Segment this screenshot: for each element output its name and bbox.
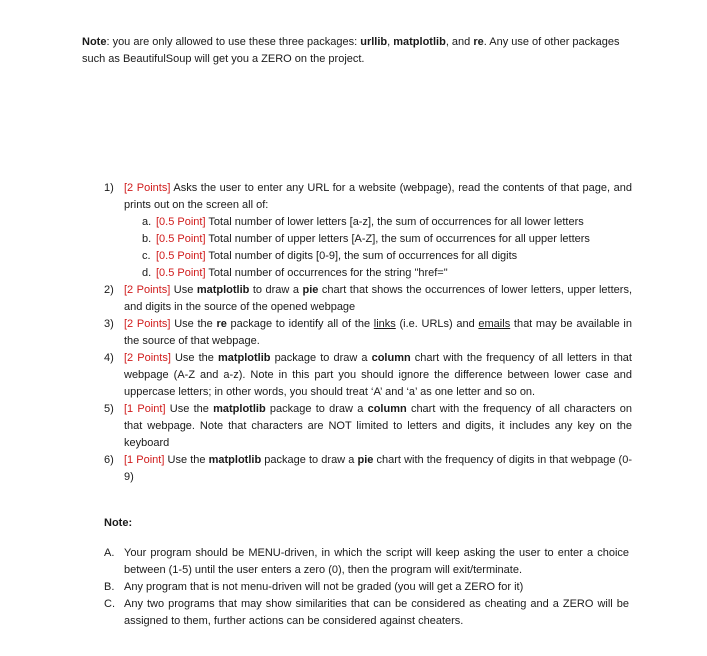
requirement-number: 4) [104,352,114,364]
keyword-matplotlib: matplotlib [208,454,262,466]
package-re: re [473,36,484,48]
keyword-emails: emails [478,318,511,330]
requirement-text: package to draw a [261,454,358,466]
keyword-pie: pie [357,454,374,466]
requirement-text: Use the [170,318,217,330]
note-item-text: Your program should be MENU-driven, in which the script will keep asking the user to enter a choice between (1-5) until the user enters a zero (0), then the program will exit/terminate. [124,547,629,576]
requirement-4 [104,350,632,401]
subrequirement-letter: c. [142,250,151,262]
points-label: [1 Point] [124,403,166,415]
requirement-number: 1) [104,182,114,194]
points-label: [1 Point] [124,454,165,466]
note-item-a [104,545,629,579]
points-label: [2 Points] [124,352,171,364]
subrequirement-text: Total number of occurrences for the string "href=" [205,267,448,279]
intro-note-label: Note [82,36,107,48]
requirement-3 [104,316,632,350]
requirement-text: Use [170,284,197,296]
requirement-text: chart with the frequency of all characters on that webpage. Note that characters are NOT limited to letters and digits, it includes any key on the keyboard [124,403,632,449]
note-heading: Note: [104,517,133,529]
requirement-text: (i.e. URLs) and [395,318,479,330]
note-item-letter: C. [104,598,115,610]
requirement-number: 5) [104,403,114,415]
points-label: [2 Points] [124,182,171,194]
note-item-text: Any two programs that may show similarities that can be considered as cheating and a ZERO will be assigned to them, further actions can be considered against cheaters. [124,598,629,627]
points-label: [0.5 Point] [156,216,206,228]
requirement-text: chart with the frequency of all letters in that webpage (A-Z and a-z). Note in this part you should ignore the difference between lower case and uppercase letters; in other words, you should treat ‘A’ and ‘a’ as one letter and so on. [124,352,632,398]
intro-sep-1: , [387,36,394,48]
subrequirement-text: Total number of digits [0-9], the sum of occurrences for all digits [205,250,518,262]
intro-text-2: . Any use of other packages such as BeautifulSoup will get you a ZERO on the project. [82,36,620,65]
requirement-text: Asks the user to enter any URL for a website (webpage), read the contents of that page, and prints out on the screen all of: [124,182,632,211]
requirement-5 [104,401,632,452]
requirement-text: chart that shows the occurrences of lower letters, upper letters, and digits in the source of the opened webpage [124,284,633,313]
subrequirement-a [142,214,632,231]
requirement-number: 3) [104,318,114,330]
requirement-1 [104,180,632,214]
subrequirement-d [142,265,632,282]
keyword-pie: pie [302,284,319,296]
requirement-text: package to draw a [265,403,368,415]
intro-sep-2: , and [445,36,474,48]
requirement-text: to draw a [249,284,303,296]
package-matplotlib: matplotlib [393,36,446,48]
intro-text-1: : you are only allowed to use these three packages: [106,36,361,48]
keyword-links: links [373,318,396,330]
note-item-letter: A. [104,547,115,559]
note-item-text: Any program that is not menu-driven will not be graded (you will get a ZERO for it) [124,581,524,593]
requirement-text: chart with the frequency of digits in that webpage (0-9) [124,454,632,483]
requirement-number: 2) [104,284,114,296]
requirement-text: Use the [165,403,214,415]
points-label: [0.5 Point] [156,233,206,245]
package-urllib: urllib [360,36,388,48]
requirement-2 [104,282,632,316]
subrequirement-b [142,231,632,248]
intro-note [82,34,642,68]
subrequirement-text: Total number of lower letters [a-z], the sum of occurrences for all lower letters [205,216,584,228]
note-item-b [104,579,629,596]
requirement-6 [104,452,632,486]
subrequirement-letter: a. [142,216,152,228]
subrequirement-c [142,248,632,265]
keyword-re: re [216,318,227,330]
points-label: [2 Points] [124,284,171,296]
keyword-column: column [371,352,411,364]
keyword-matplotlib: matplotlib [196,284,250,296]
requirement-text: package to draw a [270,352,372,364]
points-label: [0.5 Point] [156,267,206,279]
note-item-c [104,596,629,630]
keyword-matplotlib: matplotlib [217,352,271,364]
keyword-matplotlib: matplotlib [213,403,266,415]
requirement-text: package to identify all of the [226,318,374,330]
requirement-text: Use the [164,454,209,466]
requirement-number: 6) [104,454,114,466]
points-label: [0.5 Point] [156,250,206,262]
requirement-text: Use the [170,352,218,364]
keyword-column: column [367,403,407,415]
points-label: [2 Points] [124,318,171,330]
subrequirement-text: Total number of upper letters [A-Z], the sum of occurrences for all upper letters [205,233,590,245]
subrequirement-letter: b. [142,233,152,245]
subrequirement-letter: d. [142,267,152,279]
requirement-text: that may be available in the source of that webpage. [124,318,632,347]
note-item-letter: B. [104,581,115,593]
